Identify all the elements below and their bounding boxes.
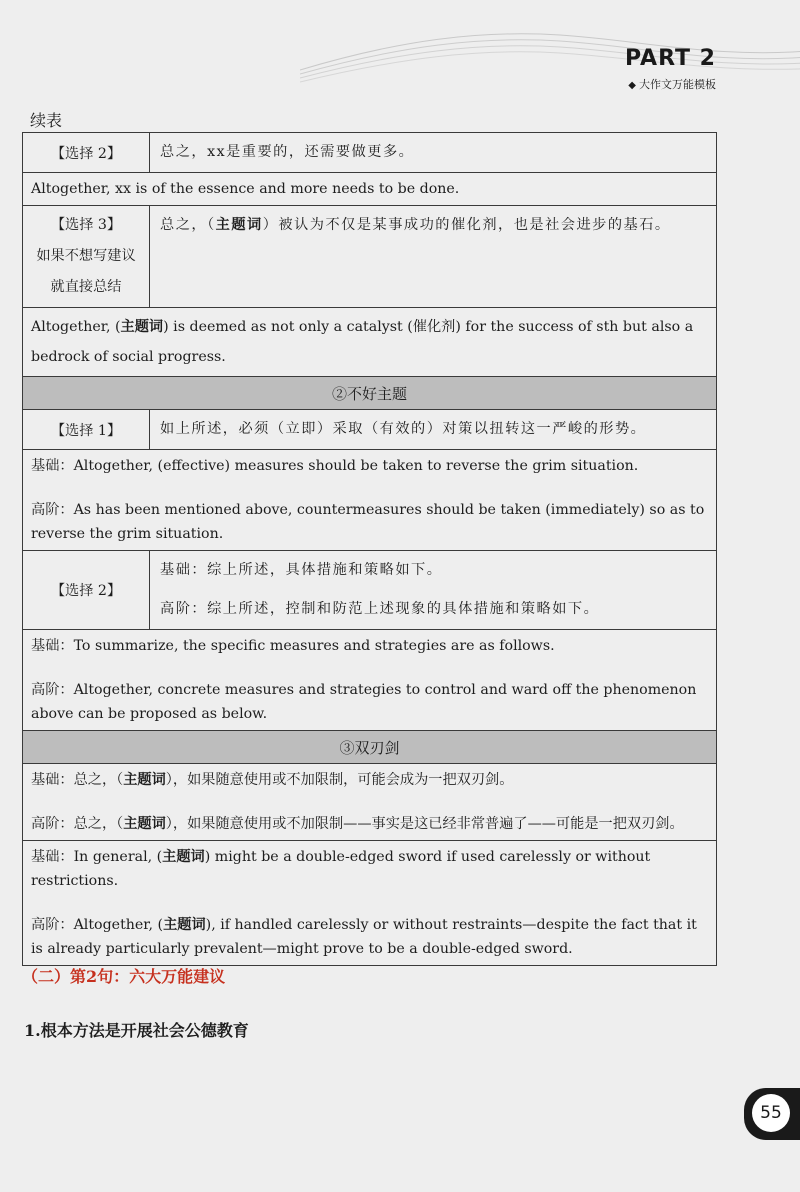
keyword: 主题词 — [215, 217, 263, 233]
table-row — [23, 840, 716, 965]
table-row — [23, 307, 716, 376]
table-row — [23, 449, 716, 550]
basic-text: 基础：To summarize, the specific measures and strategies are as follows. — [31, 638, 555, 654]
option-label-note: 如果不想写建议就直接总结 — [36, 248, 136, 295]
section-header: ②不好主题 — [331, 384, 407, 403]
section-header: ③双刃剑 — [339, 738, 400, 757]
option-label-title: 【选择 3】 — [50, 217, 122, 233]
table-row — [23, 629, 716, 730]
keyword: 主题词 — [163, 917, 206, 933]
en-basic-text — [31, 845, 708, 893]
option-label: 【选择 2】 — [23, 551, 150, 629]
text-part: ）被认为不仅是某事成功的催化剂，也是社会进步的基石。 — [262, 217, 671, 233]
keyword: 主题词 — [123, 816, 166, 832]
table-row — [23, 550, 716, 629]
option-en-text: Altogether, xx is of the essence and more needs to be done. — [31, 181, 460, 197]
table-row — [23, 763, 716, 840]
text-part: ), if handled carelessly or without restraints—despite the fact that it is already particularly prevalent—might prove to be a double-edged sword. — [31, 917, 697, 957]
text-part: 基础：In general, ( — [31, 849, 163, 865]
advanced-text: 高阶：Altogether, concrete measures and strategies to control and ward off the phenomenon above can be proposed as below. — [31, 682, 697, 722]
keyword: 主题词 — [162, 849, 205, 865]
part-subtitle — [628, 76, 716, 92]
header-wave-decoration — [300, 10, 800, 90]
zh-basic-text: 基础：综上所述，具体措施和策略如下。 — [160, 562, 443, 578]
table-row — [23, 133, 716, 172]
en-block — [23, 841, 716, 965]
table-row — [23, 409, 716, 449]
en-advanced-text — [31, 913, 708, 961]
option-en-block — [23, 450, 716, 550]
option-en-block — [23, 630, 716, 730]
continued-label: 续表 — [30, 111, 63, 130]
page-number: 55 — [752, 1094, 790, 1132]
table-row — [23, 172, 716, 205]
advanced-text: 高阶：As has been mentioned above, countermeasures should be taken (immediately) so as to reverse the grim situation. — [31, 502, 705, 542]
text-part: 总之，（ — [160, 217, 216, 233]
text-part: ），如果随意使用或不加限制，可能会成为一把双刃剑。 — [165, 772, 514, 788]
option-label: 【选择 2】 — [23, 133, 150, 172]
diamond-icon: ◆ — [628, 80, 636, 91]
section-title: （二）第2句：六大万能建议 — [22, 967, 226, 986]
text-part: ) might be a double-edged sword if used carelessly or without restrictions. — [31, 849, 651, 889]
option-label — [23, 206, 150, 307]
part-subtitle-text: 大作文万能模板 — [639, 78, 716, 91]
zh-basic-text — [31, 768, 708, 792]
basic-text: 基础：Altogether, (effective) measures should be taken to reverse the grim situation. — [31, 458, 639, 474]
option-zh-text: 总之，xx是重要的，还需要做更多。 — [160, 144, 415, 160]
option-zh-text — [150, 206, 716, 307]
part-title: PART 2 — [624, 46, 716, 71]
option-label: 【选择 1】 — [23, 410, 150, 449]
option-zh-block — [150, 551, 716, 629]
option-zh-text: 如上所述，必须（立即）采取（有效的）对策以扭转这一严峻的形势。 — [160, 421, 647, 437]
table-row — [23, 205, 716, 307]
keyword: 主题词 — [123, 772, 166, 788]
option-en-text — [23, 308, 716, 376]
section-item-heading: 1.根本方法是开展社会公德教育 — [24, 1021, 249, 1040]
text-part: ），如果随意使用或不加限制——事实是这已经非常普遍了——可能是一把双刃剑。 — [165, 816, 684, 832]
text-part: Altogether, ( — [31, 319, 121, 335]
section-header-row — [23, 730, 716, 763]
text-part: 高阶：总之，（ — [31, 816, 124, 832]
text-part: 高阶：Altogether, ( — [31, 917, 164, 933]
zh-advanced-text — [31, 812, 708, 836]
zh-advanced-text: 高阶：综上所述，控制和防范上述现象的具体措施和策略如下。 — [160, 601, 600, 617]
zh-block — [23, 764, 716, 840]
text-part: 基础：总之，（ — [31, 772, 124, 788]
keyword: 主题词 — [120, 319, 164, 335]
section-header-row — [23, 376, 716, 409]
text-part: ) is deemed as not only a catalyst (催化剂) for the success of sth but also a bedrock of social progress. — [31, 319, 694, 365]
template-table — [22, 132, 717, 966]
